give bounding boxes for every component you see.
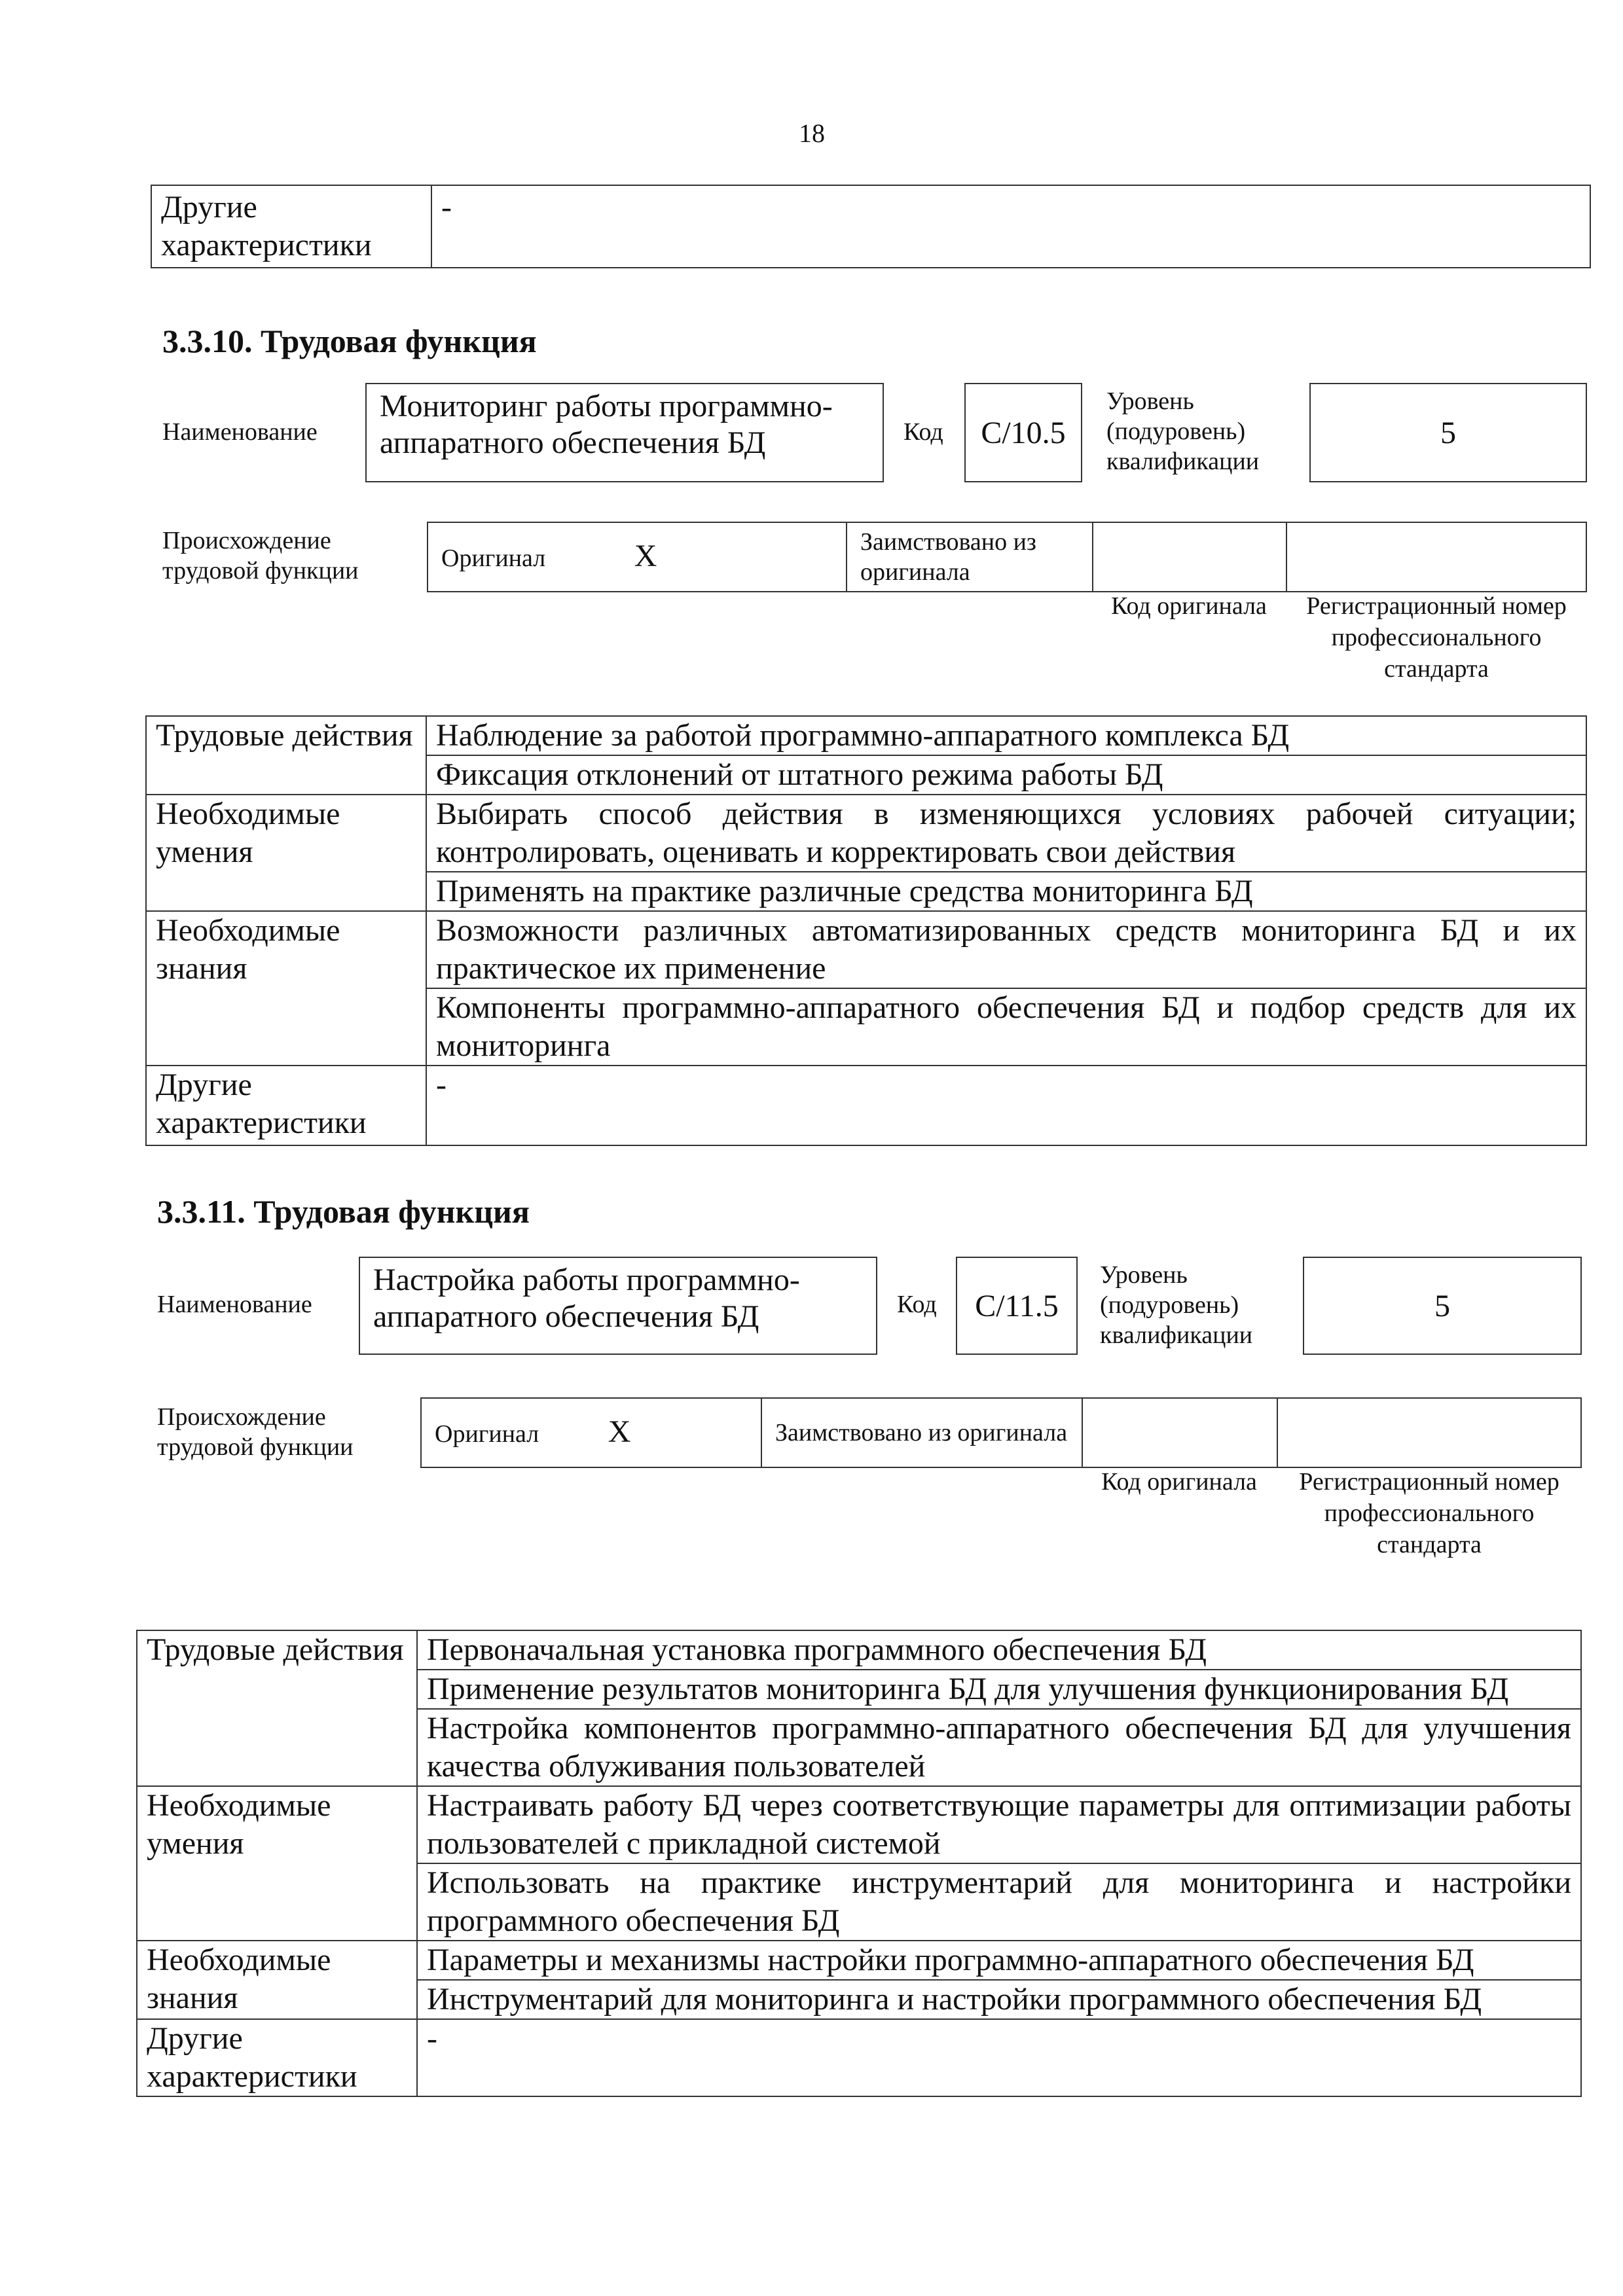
code-original-cell: [1093, 522, 1286, 592]
actions-item: Применение результатов мониторинга БД для улучшения функционирования БД: [417, 1670, 1581, 1709]
function-3-3-11-table: [136, 1630, 1582, 2097]
top-other-label: Другие характеристики: [151, 185, 431, 268]
actions-item: Фиксация отклонений от штатного режима работы БД: [426, 755, 1586, 795]
name-label: Наименование: [162, 418, 318, 446]
function-heading-3-3-10: 3.3.10. Трудовая функция: [162, 323, 537, 359]
function-code-box: C/10.5: [964, 383, 1082, 482]
function-name-box: Мониторинг работы программно-аппаратного обеспечения БД: [365, 383, 884, 482]
function-3-3-10-table: [145, 715, 1587, 1146]
top-other-characteristics-table: [151, 185, 1591, 268]
code-original-caption: Код оригинала: [1101, 1468, 1257, 1496]
function-heading-3-3-11: 3.3.11. Трудовая функция: [157, 1193, 530, 1230]
row-label-skills: Необходимые умения: [137, 1786, 417, 1941]
original-mark: X: [608, 1414, 631, 1449]
reg-number-cell: [1277, 1398, 1581, 1467]
knowledge-item: Инструментарий для мониторинга и настройки программного обеспечения БД: [417, 1980, 1581, 2019]
level-label: Уровень (подуровень) квалификации: [1100, 1261, 1253, 1349]
knowledge-item: Компоненты программно-аппаратного обеспечения БД и подбор средств для их мониторинга: [426, 988, 1586, 1066]
borrowed-cell: Заимствовано из оригинала: [847, 522, 1093, 592]
level-value-box: 5: [1309, 383, 1587, 482]
level-value-box: 5: [1303, 1257, 1582, 1355]
row-label-knowledge: Необходимые знания: [137, 1941, 417, 2019]
origin-label: Происхождение трудовой функции: [162, 527, 359, 584]
actions-item: Настройка компонентов программно-аппаратного обеспечения БД для улучшения качества облуживания пользователей: [417, 1709, 1581, 1786]
origin-label: Происхождение трудовой функции: [157, 1403, 354, 1461]
borrowed-cell: Заимствовано из оригинала: [761, 1398, 1082, 1467]
actions-item: Первоначальная установка программного обеспечения БД: [417, 1630, 1581, 1670]
row-label-knowledge: Необходимые знания: [146, 911, 426, 1066]
original-cell: [428, 522, 847, 592]
level-label: Уровень (подуровень) квалификации: [1106, 387, 1260, 475]
name-label: Наименование: [157, 1291, 312, 1318]
skills-item: Использовать на практике инструментарий для мониторинга и настройки программного обеспечения БД: [417, 1863, 1581, 1941]
skills-item: Применять на практике различные средства мониторинга БД: [426, 872, 1586, 911]
knowledge-item: Возможности различных автоматизированных средств мониторинга БД и их практическое их применение: [426, 911, 1586, 988]
top-other-value: -: [431, 185, 1590, 268]
knowledge-item: Параметры и механизмы настройки программно-аппаратного обеспечения БД: [417, 1941, 1581, 1980]
function-code-box: C/11.5: [956, 1257, 1078, 1355]
row-label-actions: Трудовые действия: [146, 716, 426, 795]
other-item: -: [426, 1066, 1586, 1145]
skills-item: Выбирать способ действия в изменяющихся условиях рабочей ситуации; контролировать, оценивать и корректировать свои действия: [426, 795, 1586, 872]
origin-table: [420, 1397, 1582, 1468]
original-mark: X: [634, 538, 657, 573]
original-label: Оригинал: [441, 544, 546, 572]
row-label-actions: Трудовые действия: [137, 1630, 417, 1786]
other-item: -: [417, 2019, 1581, 2096]
row-label-other: Другие характеристики: [137, 2019, 417, 2096]
code-original-cell: [1082, 1398, 1277, 1467]
reg-number-caption: Регистрационный номер профессионального стандарта: [1299, 1468, 1559, 1558]
row-label-skills: Необходимые умения: [146, 795, 426, 911]
reg-number-caption: Регистрационный номер профессионального стандарта: [1306, 592, 1567, 683]
code-label: Код: [897, 1291, 937, 1318]
code-label: Код: [903, 418, 943, 446]
original-cell: [421, 1398, 761, 1467]
code-original-caption: Код оригинала: [1111, 592, 1267, 620]
page-number: 18: [799, 118, 825, 148]
original-label: Оригинал: [435, 1420, 539, 1448]
reg-number-cell: [1286, 522, 1586, 592]
row-label-other: Другие характеристики: [146, 1066, 426, 1145]
origin-table: [427, 522, 1587, 592]
skills-item: Настраивать работу БД через соответствующие параметры для оптимизации работы пользователей с прикладной системой: [417, 1786, 1581, 1863]
actions-item: Наблюдение за работой программно-аппаратного комплекса БД: [426, 716, 1586, 755]
function-name-box: Настройка работы программно-аппаратного обеспечения БД: [359, 1257, 877, 1355]
